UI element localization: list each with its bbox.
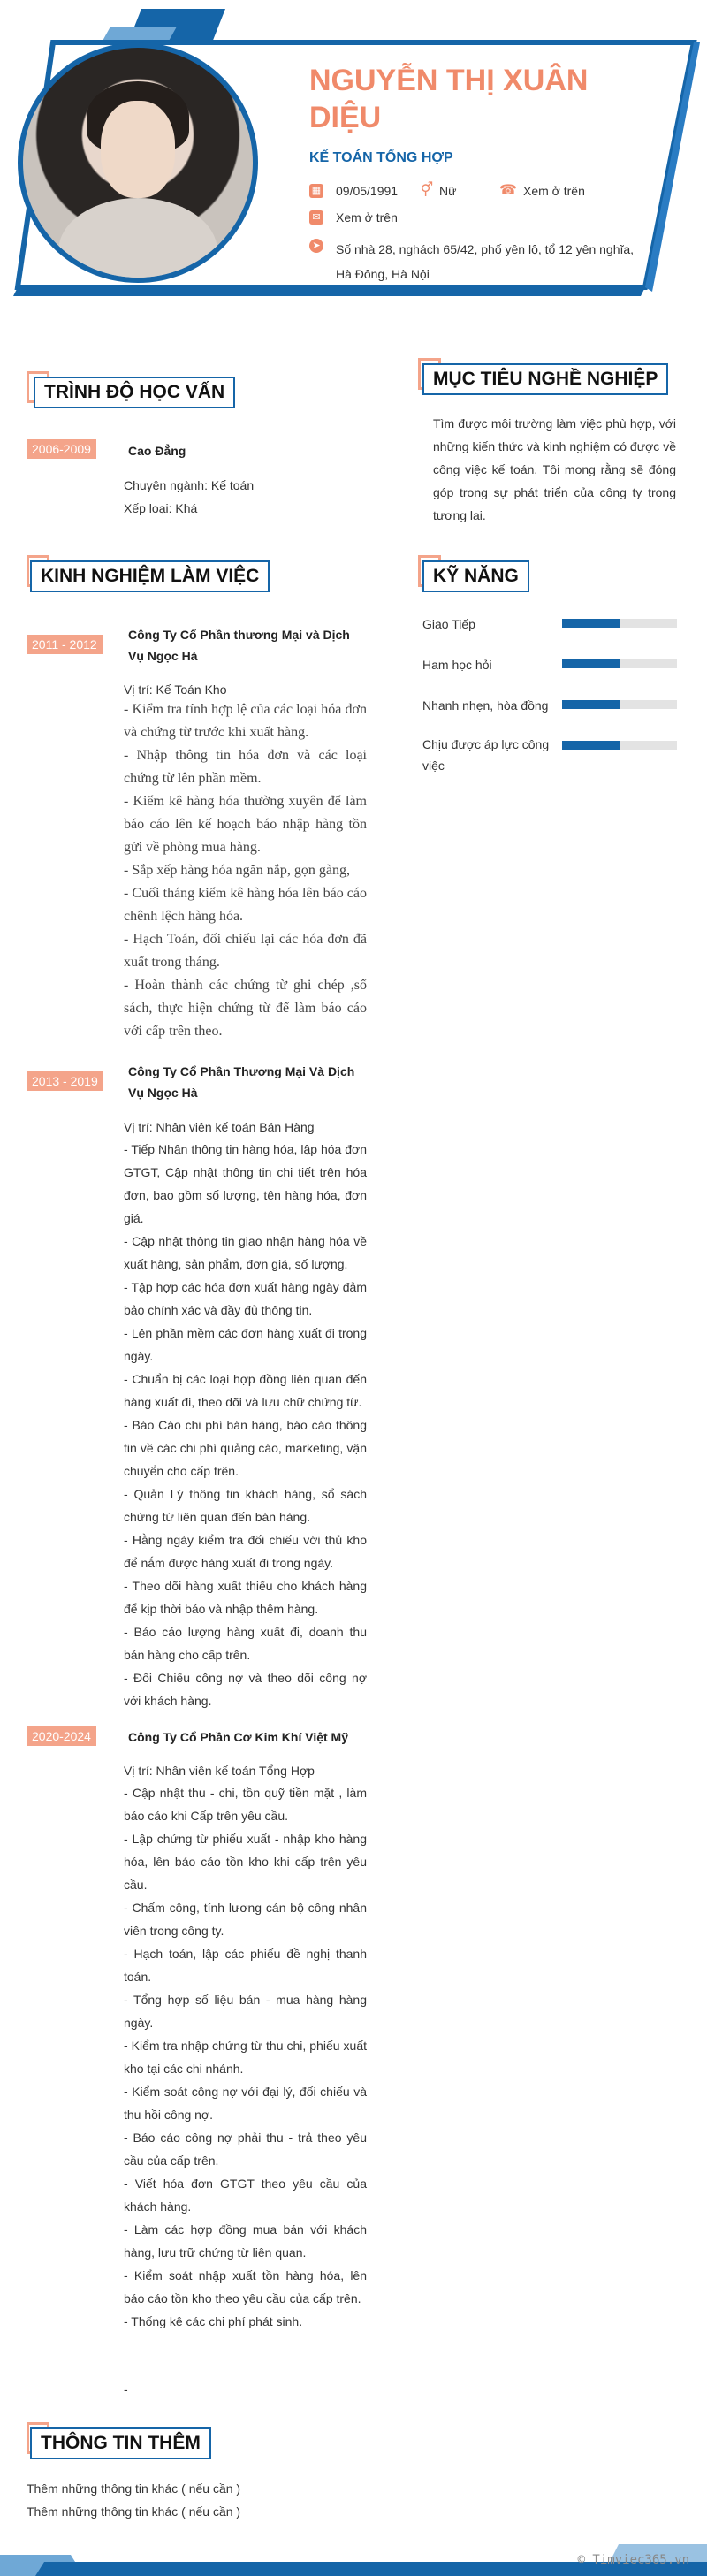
section-title-more-info: THÔNG TIN THÊM (30, 2427, 211, 2459)
duty-line: - Cuối tháng kiểm kê hàng hóa lên báo cáo chênh lệch hàng hóa. (124, 886, 367, 924)
skill-label: Giao Tiếp (422, 617, 475, 631)
duty-line: - Làm các hợp đồng mua bán với khách hàng, lưu trữ chứng từ liên quan. (124, 2222, 367, 2260)
skill-bar (562, 659, 677, 668)
skill-bar-fill (562, 659, 620, 668)
phone: Xem ở trên (523, 184, 585, 198)
section-title-experience: KINH NGHIỆM LÀM VIỆC (30, 560, 270, 592)
duty-line: - Hạch toán, lập các phiếu đề nghị thanh toán. (124, 1947, 367, 1984)
email-icon: ✉ (309, 210, 323, 225)
job-role: Vị trí: Nhân viên kế toán Tổng Hợp (124, 1764, 315, 1778)
duty-line: - Kiểm tra nhập chứng từ thu chi, phiếu xuất kho tại các chi nhánh. (124, 2039, 367, 2076)
duty-line: - Kiểm soát công nợ với đại lý, đối chiếu và thu hồi công nợ. (124, 2084, 367, 2122)
duty-line: - Tiếp Nhận thông tin hàng hóa, lập hóa đơn GTGT, Cập nhật thông tin chi tiết trên hóa đơn, bao gồm số lượng, tên hàng hóa, đơn giá. (124, 1142, 367, 1225)
address: Số nhà 28, nghách 65/42, phố yên lộ, tổ 12 yên nghĩa, Hà Đông, Hà Nội (336, 242, 635, 281)
watermark: © Timviec365.vn (577, 2553, 689, 2567)
job-company: Công Ty Cổ Phần Thương Mại Và Dịch Vụ Ngọc Hà (128, 1064, 355, 1100)
section-title-skills: KỸ NĂNG (422, 560, 529, 592)
gender-icon: ⚥ (420, 183, 434, 198)
job-role: Vị trí: Nhân viên kế toán Bán Hàng (124, 1120, 315, 1134)
school-name: Cao Đẳng (128, 444, 186, 458)
duty-line: - Lập chứng từ phiếu xuất - nhập kho hàng hóa, lên báo cáo tồn kho khi cấp trên yêu cầu. (124, 1832, 367, 1892)
duty-line: - Chuẩn bị các loại hợp đồng liên quan đến hàng xuất đi, theo dõi và lưu chữ chứng từ. (124, 1372, 367, 1409)
duty-line: - Cập nhật thông tin giao nhận hàng hóa về xuất hàng, sản phẩm, đơn giá, số lượng. (124, 1234, 367, 1271)
duty-line: - Lên phần mềm các đơn hàng xuất đi trong ngày. (124, 1326, 367, 1363)
education-major: Chuyên ngành: Kế toán (124, 478, 255, 492)
duty-line: - Hằng ngày kiểm tra đối chiếu với thủ kho để nắm được hàng xuất đi trong ngày. (124, 1533, 367, 1570)
duty-line: - Tập hợp các hóa đơn xuất hàng ngày đảm bảo chính xác và đầy đủ thông tin. (124, 1280, 367, 1317)
trailing-dash: - (124, 2382, 128, 2397)
job-duties (124, 698, 367, 1043)
job-company: Công Ty Cổ Phần Cơ Kim Khí Việt Mỹ (128, 1730, 349, 1744)
duty-line: - Báo Cáo chi phí bán hàng, báo cáo thông tin về các chi phí quảng cáo, marketing, vận chuyển cho cấp trên. (124, 1418, 367, 1478)
skill-bar-fill (562, 700, 620, 709)
calendar-icon: ▦ (309, 184, 323, 198)
education-period: 2006-2009 (27, 439, 96, 459)
duty-line: - Đối Chiếu công nợ và theo dõi công nợ với khách hàng. (124, 1671, 367, 1708)
more-info-line: Thêm những thông tin khác ( nếu cần ) (27, 2481, 241, 2496)
duty-line: - Kiểm tra tính hợp lệ của các loại hóa đơn và chứng từ trước khi xuất hàng. (124, 702, 367, 740)
duty-line: - Cập nhật thu - chi, tồn quỹ tiền mặt , làm báo cáo khi Cấp trên yêu cầu. (124, 1786, 367, 1823)
duty-line: - Báo cáo công nợ phải thu - trả theo yêu cầu của cấp trên. (124, 2130, 367, 2168)
duty-line: - Nhập thông tin hóa đơn và các loại chứng từ lên phần mềm. (124, 748, 367, 786)
duty-line: - Thống kê các chi phí phát sinh. (124, 2314, 303, 2328)
duty-line: - Viết hóa đơn GTGT theo yêu cầu của khách hàng. (124, 2176, 367, 2214)
duty-line: - Theo dõi hàng xuất thiếu cho khách hàng để kịp thời báo và nhập thêm hàng. (124, 1579, 367, 1616)
duty-line: - Kiểm kê hàng hóa thường xuyên để làm báo cáo lên kế hoạch báo nhập hàng tồn gửi về phòng mua hàng. (124, 794, 367, 855)
skill-label: Chịu được áp lực công việc (422, 737, 550, 773)
duty-line: - Hoàn thành các chứng từ ghi chép ,sổ sách, thực hiện chứng từ để làm báo cáo với cấp trên theo. (124, 978, 367, 1039)
skill-label: Ham học hỏi (422, 658, 492, 672)
duty-line: - Quản Lý thông tin khách hàng, sổ sách chứng từ liên quan đến bán hàng. (124, 1487, 367, 1524)
job-duties (124, 1781, 367, 2333)
duty-line: - Báo cáo lượng hàng xuất đi, doanh thu bán hàng cho cấp trên. (124, 1625, 367, 1662)
job-duties (124, 1138, 367, 1712)
duty-line: - Kiểm soát nhập xuất tồn hàng hóa, lên báo cáo tồn kho theo yêu cầu của cấp trên. (124, 2268, 367, 2305)
section-title-education: TRÌNH ĐỘ HỌC VẤN (34, 377, 235, 408)
job-period: 2013 - 2019 (27, 1071, 103, 1091)
education-grade: Xếp loại: Khá (124, 501, 198, 515)
skill-bar-fill (562, 619, 620, 628)
skill-bar-fill (562, 741, 620, 750)
job-role: Vị trí: Kế Toán Kho (124, 682, 227, 697)
email: Xem ở trên (336, 210, 398, 225)
gender: Nữ (439, 184, 457, 198)
birthday: 09/05/1991 (336, 184, 399, 198)
skill-bar (562, 741, 677, 750)
duty-line: - Hạch Toán, đối chiếu lại các hóa đơn đã xuất trong tháng. (124, 932, 367, 970)
objective-text: Tìm được môi trường làm việc phù hợp, với những kiến thức và kinh nghiệm có được về công việc kế toán. Tôi mong rằng sẽ đóng góp trong sự phát triển của công ty trong tương lai. (433, 416, 676, 522)
location-icon: ➤ (309, 239, 323, 253)
job-title: KẾ TOÁN TỔNG HỢP (309, 150, 453, 165)
section-title-objective: MỤC TIÊU NGHỀ NGHIỆP (422, 363, 668, 395)
candidate-name: NGUYỄN THỊ XUÂN DIỆU (309, 64, 589, 134)
duty-line: - Chấm công, tính lương cán bộ công nhân viên trong công ty. (124, 1901, 367, 1938)
more-info-line: Thêm những thông tin khác ( nếu cần ) (27, 2504, 241, 2519)
phone-icon: ☎ (499, 183, 517, 198)
profile-photo (18, 42, 258, 283)
skill-bar (562, 619, 677, 628)
skill-bar (562, 700, 677, 709)
job-period: 2020-2024 (27, 1726, 96, 1746)
duty-line: - Tổng hợp số liệu bán - mua hàng hàng ngày. (124, 1993, 367, 2030)
job-period: 2011 - 2012 (27, 635, 103, 654)
job-company: Công Ty Cổ Phần thương Mại và Dịch Vụ Ngọc Hà (128, 628, 350, 663)
duty-line: - Sắp xếp hàng hóa ngăn nắp, gọn gàng, (124, 863, 350, 878)
skill-label: Nhanh nhẹn, hòa đồng (422, 698, 549, 713)
